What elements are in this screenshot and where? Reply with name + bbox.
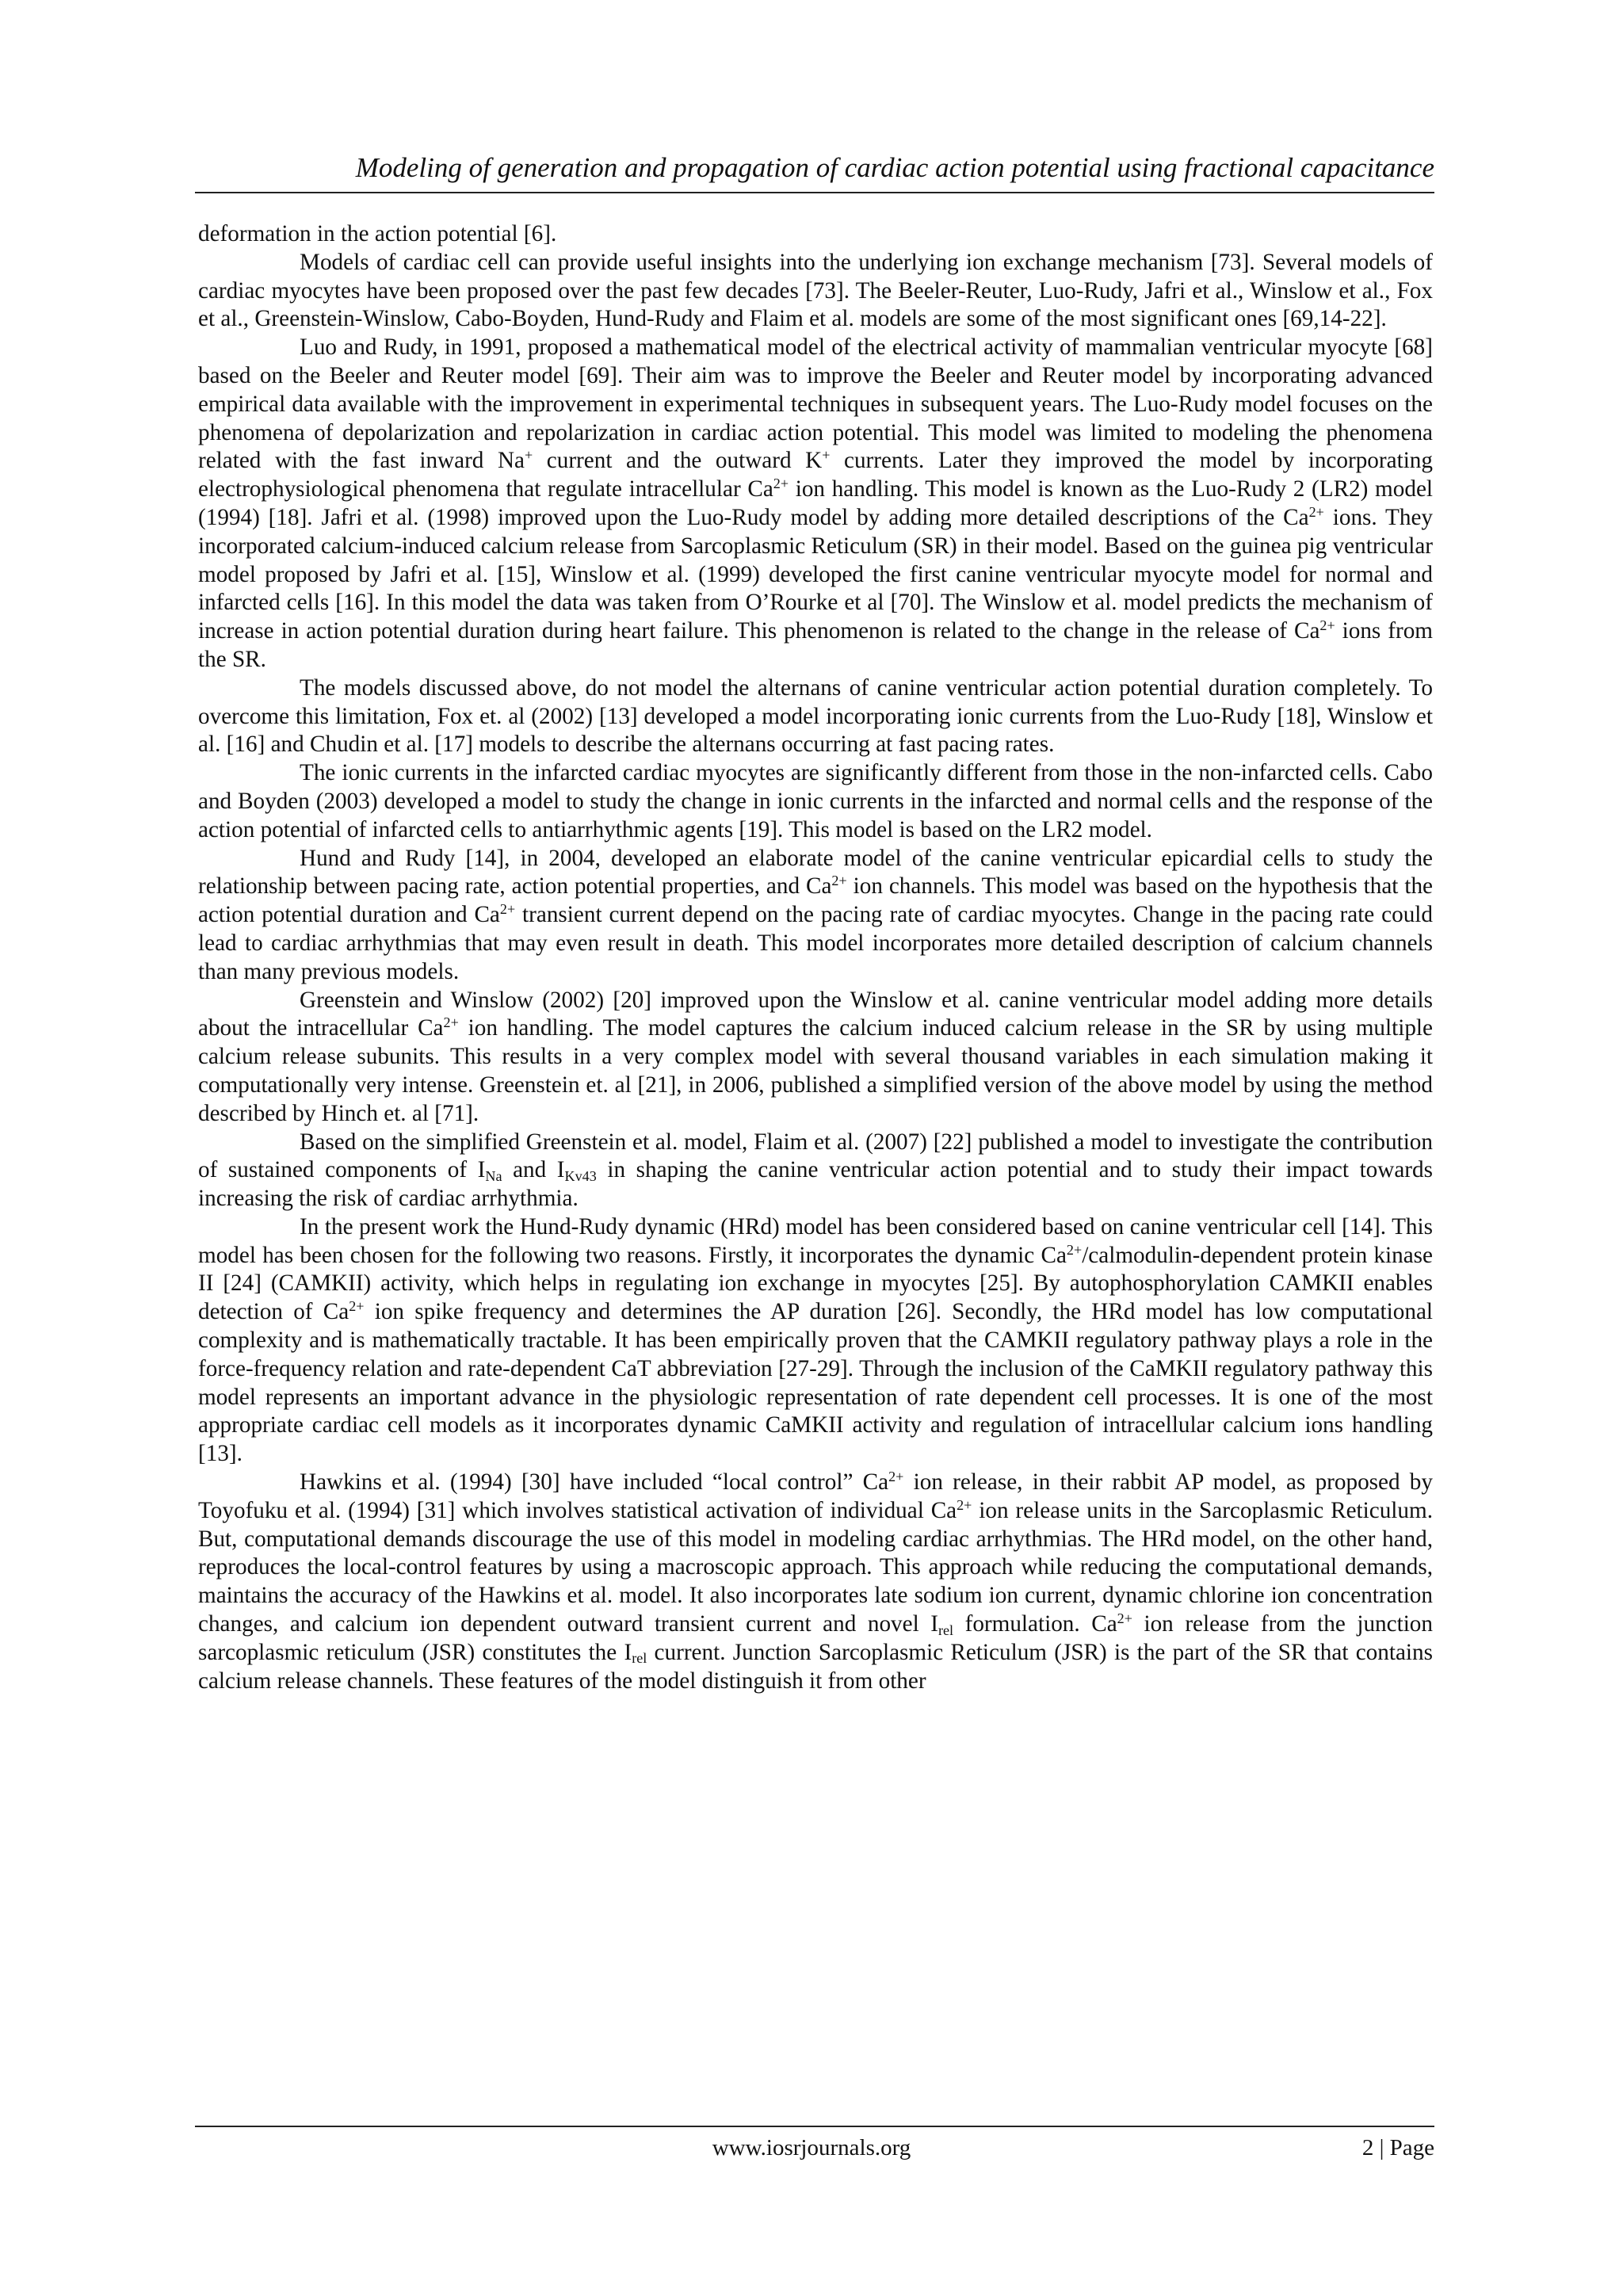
paragraph-3: The models discussed above, do not model the alternans of canine ventricular action potential duration completely. To overcome this limitation, Fox et. al (2002) [13] developed a model incorporating ionic currents from the Luo-Rudy [18], Winslow et al. [16] and Chudin et al. [17] models to describe the alternans occurring at fast pacing rates. bbox=[198, 674, 1433, 758]
article-body bbox=[198, 220, 1433, 1695]
paragraph-5: Hund and Rudy [14], in 2004, developed an elaborate model of the canine ventricular epicardial cells to study the relationship between pacing rate, action potential properties, and $Ca^{2+}$ ion channels. This model was based on the hypothesis that the action potential duration and $Ca^{2+}$ transient current depend on the pacing rate of cardiac myocytes. Change in the pacing rate could lead to cardiac arrhythmias that may even result in death. This model incorporates more detailed description of calcium channels than many previous models. bbox=[198, 845, 1434, 984]
paragraph-2: Luo and Rudy, in 1991, proposed a mathematical model of the electrical activity of mammalian ventricular myocyte [68] based on the Beeler and Reuter model [69]. Their aim was to improve the Beeler and Reuter model by incorporating advanced empirical data available with the improvement in experimental techniques in subsequent years. The Luo-Rudy model focuses on the phenomena of depolarization and repolarization in cardiac action potential. This model was limited to modeling the phenomena related with the fast inward Na+ current and the outward K+ currents. Later they improved the model by incorporating electrophysiological phenomena that regulate intracellular $Ca^{2+}$ ion handling. This model is known as the Luo-Rudy 2 (LR2) model (1994) [18]. Jafri et al. (1998) improved upon the Luo-Rudy model by adding more detailed descriptions of the $Ca^{2+}$ ions. They incorporated calcium-induced calcium release from Sarcoplasmic Reticulum (SR) in their model. Based on the guinea pig ventricular model proposed by Jafri et al. [15], Winslow et al. (1999) developed the first canine ventricular myocyte model for normal and infarcted cells [16]. In this model the data was taken from O’Rourke et al [70]. The Winslow et al. model predicts the mechanism of increase in action potential duration during heart failure. This phenomenon is related to the change in the release of $Ca^{2+}$ ions from the SR. bbox=[198, 334, 1434, 672]
paragraph-8: In the present work the Hund-Rudy dynamic (HRd) model has been considered based on canine ventricular cell [14]. This model has been chosen for the following two reasons. Firstly, it incorporates the dynamic $Ca^{2+}/calmodulin$-dependent protein kinase II [24] (CAMKII) activity, which helps in regulating ion exchange in myocytes [25]. By autophosphorylation CAMKII enables detection of $Ca^{2+}$ ion spike frequency and determines the AP duration [26]. Secondly, the HRd model has low computational complexity and is mathematically tractable. It has been empirically proven that the CAMKII regulatory pathway plays a role in the force-frequency relation and rate-dependent CaT abbreviation [27-29]. Through the inclusion of the CaMKII regulatory pathway this model represents an important advance in the physiologic representation of rate dependent cell processes. It is one of the most appropriate cardiac cell models as it incorporates dynamic CaMKII activity and regulation of intracellular calcium ions handling [13]. bbox=[198, 1213, 1434, 1467]
running-header: Modeling of generation and propagation of cardiac action potential using fractional capacitance bbox=[355, 152, 1434, 183]
paragraph-6: Greenstein and Winslow (2002) [20] improved upon the Winslow et al. canine ventricular model adding more details about the intracellular $Ca^{2+}$ ion handling. The model captures the calcium induced calcium release in the SR by using multiple calcium release subunits. This results in a very complex model with several thousand variables in each simulation making it computationally very intense. Greenstein et. al [21], in 2006, published a simplified version of the above model by using the method described by Hinch et. al [71]. bbox=[198, 987, 1433, 1126]
footer-rule bbox=[195, 2126, 1434, 2127]
paragraph-4: The ionic currents in the infarcted cardiac myocytes are significantly different from those in the non-infarcted cells. Cabo and Boyden (2003) developed a model to study the change in ionic currents in the infarcted and normal cells and the response of the action potential of infarcted cells to antiarrhythmic agents [19]. This model is based on the LR2 model. bbox=[198, 760, 1433, 842]
page-number: 2 | Page bbox=[1361, 2135, 1434, 2160]
header-rule bbox=[195, 192, 1434, 193]
paragraph-9: Hawkins et al. (1994) [30] have included “local control” $Ca^{2+}$ ion release, in their rabbit AP model, as proposed by Toyofuku et al. (1994) [31] which involves statistical activation of individual $Ca^{2+}$ ion release units in the Sarcoplasmic Reticulum. But, computational demands discourage the use of this model in modeling cardiac arrhythmias. The HRd model, on the other hand, reproduces the local-control features by using a macroscopic approach. This approach while reducing the computational demands, maintains the accuracy of the Hawkins et al. model. It also incorporates late sodium ion current, dynamic chlorine ion concentration changes, and calcium ion dependent outward transient current and novel $I_{rel}$ formulation. $Ca^{2+}$ ion release from the junction sarcoplasmic reticulum (JSR) constitutes the $I_{rel}$ current. Junction Sarcoplasmic Reticulum (JSR) is the part of the SR that contains calcium release channels. These features of the model distinguish it from other bbox=[198, 1469, 1434, 1694]
footer-url: www.iosrjournals.org bbox=[712, 2135, 911, 2160]
paragraph-1: Models of cardiac cell can provide useful insights into the underlying ion exchange mechanism [73]. Several models of cardiac myocytes have been proposed over the past few decades [73]. The Beeler-Reuter, Luo-Rudy, Jafri et al., Winslow et al., Fox et al., Greenstein-Winslow, Cabo-Boyden, Hund-Rudy and Flaim et al. models are some of the most significant ones [69,14-22]. bbox=[198, 249, 1433, 332]
paragraph-0: deformation in the action potential [6]. bbox=[198, 221, 557, 246]
paragraph-7: Based on the simplified Greenstein et al. model, Flaim et al. (2007) [22] published a model to investigate the contribution of sustained components of $I_{Na}$ and $I_{Kv43}$ in shaping the canine ventricular action potential and to study their impact towards increasing the risk of cardiac arrhythmia. bbox=[198, 1129, 1433, 1212]
